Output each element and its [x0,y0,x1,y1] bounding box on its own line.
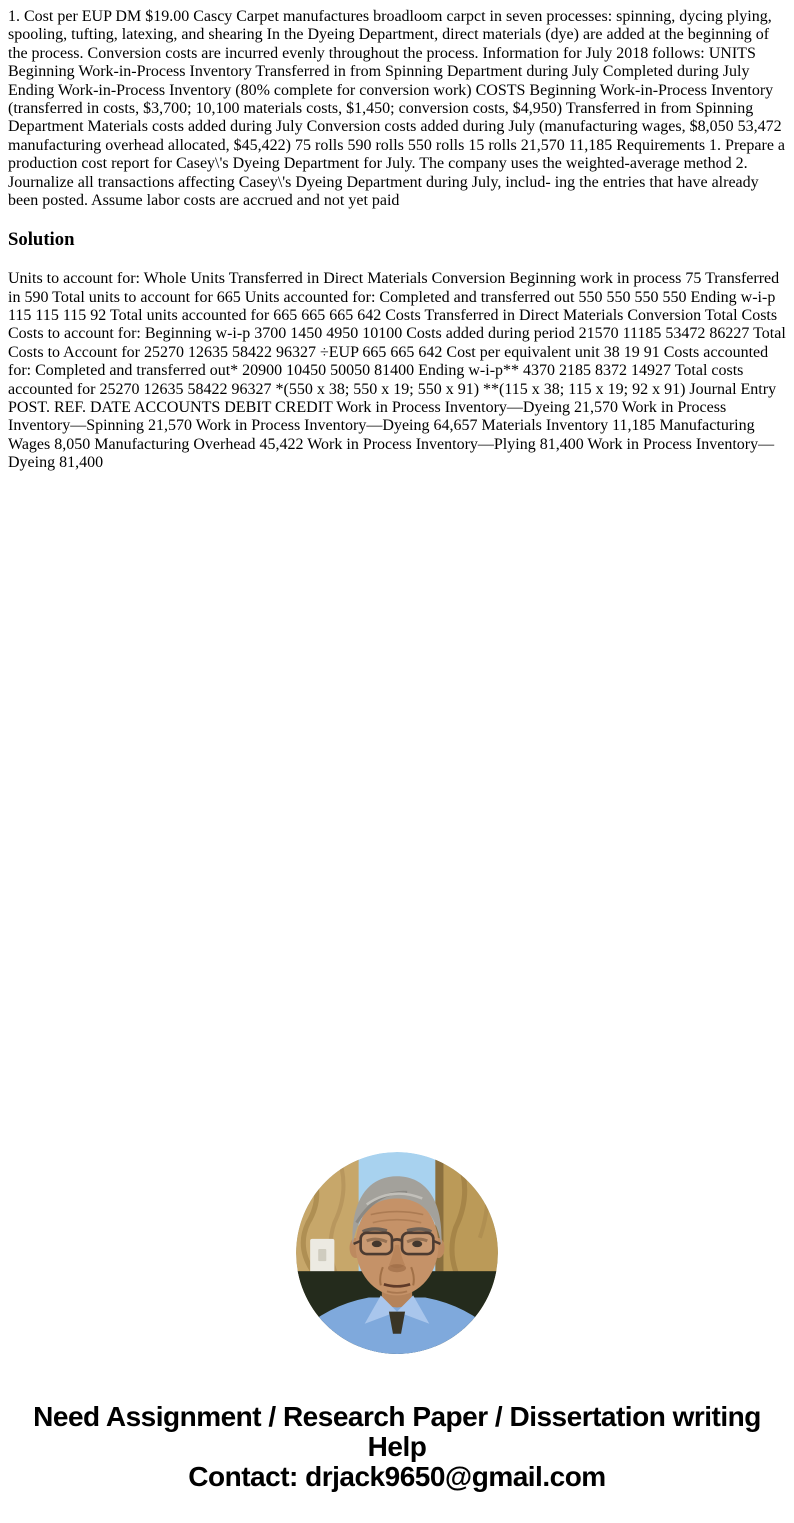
solution-heading: Solution [8,229,75,251]
solution-text: Units to account for: Whole Units Transferred in Direct Materials Conversion Beginning work in process 75 Transferred in 590 Total units to account for 665 Units accounted for: Completed and transferred out 550 550 550 550 Ending w-i-p 115 115 115 92 Total units accounted for 665 665 665 642 Costs Transferred in Direct Materials Conversion Total Costs Costs to account for: Beginning w-i-p 3700 1450 4950 10100 Costs added during period 21570 11185 53472 86227 Total Costs to Account for 25270 12635 58422 96327 ÷EUP 665 665 642 Cost per equivalent unit 38 19 91 Costs accounted for: Completed and transferred out* 20900 10450 50050 81400 Ending w-i-p** 4370 2185 8372 14927 Total costs accounted for 25270 12635 58422 96327 *(550 x 38; 550 x 19; 550 x 91) **(115 x 38; 115 x 19; 92 x 91) Journal Entry POST. REF. DATE ACCOUNTS DEBIT CREDIT Work in Process Inventory—Dyeing 21,570 Work in Process Inventory—Spinning 21,570 Work in Process Inventory—Dyeing 64,657 Materials Inventory 11,185 Manufacturing Wages 8,050 Manufacturing Overhead 45,422 Work in Process Inventory—Plying 81,400 Work in Process Inventory—Dyeing 81,400 [8,270,786,472]
footer-banner [0,1402,794,1492]
document-body [0,0,794,497]
tutor-avatar [296,1152,498,1354]
help-text: Need Assignment / Research Paper / Dissertation writing Help [33,1401,761,1462]
contact-email: Contact: drjack9650@gmail.com [188,1461,606,1492]
problem-statement: 1. Cost per EUP DM $19.00 Cascy Carpet manufactures broadloom carpct in seven processes: spinning, dycing plying, spooling, tufting, latexing, and shearing In the Dyeing Department, direct materials (dye) are added at the beginning of the process. Conversion costs are incurred evenly throughout the process. Information for July 2018 follows: UNITS Beginning Work-in-Process Inventory Transferred in from Spinning Department during July Completed during July Ending Work-in-Process Inventory (80% complete for conversion work) COSTS Beginning Work-in-Process Inventory (transferred in costs, $3,700; 10,100 materials costs, $1,450; conversion costs, $4,950) Transferred in from Spinning Department Materials costs added during July Conversion costs added during July (manufacturing wages, $8,050 53,472 manufacturing overhead allocated, $45,422) 75 rolls 590 rolls 550 rolls 15 rolls 21,570 11,185 Requirements 1. Prepare a production cost report for Casey\'s Dyeing Department for July. The company uses the weighted-average method 2. Journalize all transactions affecting Casey\'s Dyeing Department during July, includ- ing the entries that have already been posted. Assume labor costs are accrued and not yet paid [8,8,786,209]
tutor-photo-image [296,1152,498,1354]
